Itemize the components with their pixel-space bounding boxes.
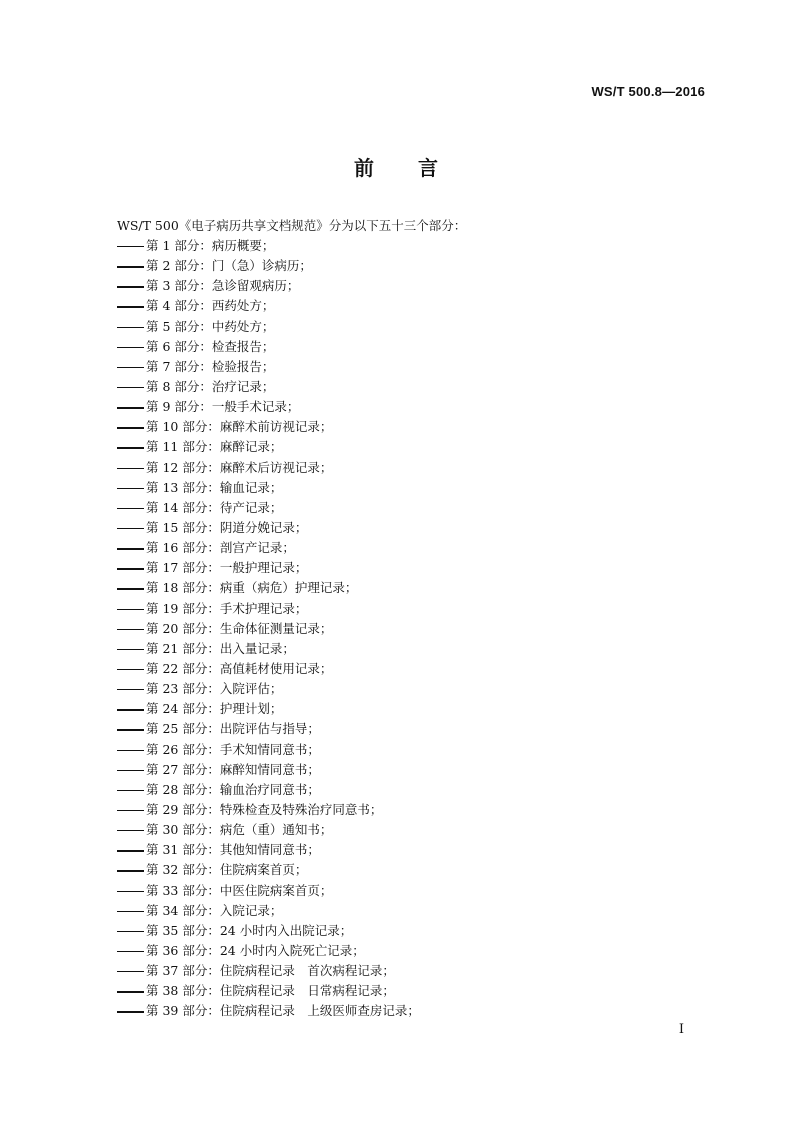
part-text: 第 39 部分：住院病程记录 上级医师查房记录； xyxy=(146,1003,420,1019)
list-item xyxy=(117,641,420,661)
part-text: 第 12 部分：麻醉术后访视记录； xyxy=(146,459,333,475)
em-dash-marker xyxy=(117,568,144,569)
list-item xyxy=(117,399,420,419)
em-dash-marker xyxy=(117,850,144,851)
part-text: 第 23 部分：入院评估； xyxy=(146,681,283,697)
list-item xyxy=(117,943,420,963)
list-item xyxy=(117,883,420,903)
em-dash-marker xyxy=(117,971,144,972)
list-item xyxy=(117,721,420,741)
part-text: 第 14 部分：待产记录； xyxy=(146,499,283,515)
list-item xyxy=(117,742,420,762)
part-text: 第 13 部分：输血记录； xyxy=(146,479,283,495)
em-dash-marker xyxy=(117,447,144,448)
em-dash-marker xyxy=(117,347,144,348)
standard-code: WS/T 500.8—2016 xyxy=(591,84,705,99)
list-item xyxy=(117,923,420,943)
list-item xyxy=(117,601,420,621)
page-title xyxy=(0,152,794,181)
part-text: 第 1 部分：病历概要； xyxy=(146,238,275,253)
list-item xyxy=(117,762,420,782)
em-dash-marker xyxy=(117,246,144,247)
part-text: 第 6 部分：检查报告； xyxy=(146,338,275,354)
part-text: 第 34 部分：入院记录； xyxy=(146,902,283,918)
em-dash-marker xyxy=(117,870,144,871)
page-number: I xyxy=(678,1022,684,1037)
em-dash-marker xyxy=(117,407,144,408)
list-item xyxy=(117,842,420,862)
part-text: 第 8 部分：治疗记录； xyxy=(146,378,275,394)
title-char-1: 前 xyxy=(354,156,376,180)
part-text: 第 37 部分：住院病程记录 首次病程记录； xyxy=(146,963,395,979)
list-item xyxy=(117,782,420,802)
list-item xyxy=(117,480,420,500)
em-dash-marker xyxy=(117,327,144,328)
list-item xyxy=(117,661,420,681)
list-item xyxy=(117,258,420,278)
list-item xyxy=(117,238,420,258)
list-item xyxy=(117,339,420,359)
em-dash-marker xyxy=(117,387,144,388)
em-dash-marker xyxy=(117,629,144,630)
list-item xyxy=(117,359,420,379)
em-dash-marker xyxy=(117,266,144,267)
em-dash-marker xyxy=(117,609,144,610)
list-item xyxy=(117,822,420,842)
em-dash-marker xyxy=(117,891,144,892)
part-text: 第 2 部分：门（急）诊病历； xyxy=(146,258,312,274)
part-text: 第 21 部分：出入量记录； xyxy=(146,640,295,656)
em-dash-marker xyxy=(117,649,144,650)
intro-paragraph: WS/T 500《电子病历共享文档规范》分为以下五十三个部分： xyxy=(117,218,467,233)
em-dash-marker xyxy=(117,306,144,307)
part-text: 第 30 部分：病危（重）通知书； xyxy=(146,822,333,838)
em-dash-marker xyxy=(117,689,144,690)
em-dash-marker xyxy=(117,669,144,670)
em-dash-marker xyxy=(117,951,144,952)
list-item xyxy=(117,278,420,298)
list-item xyxy=(117,419,420,439)
em-dash-marker xyxy=(117,286,144,287)
list-item xyxy=(117,903,420,923)
part-text: 第 9 部分：一般手术记录； xyxy=(146,399,300,415)
parts-list xyxy=(117,238,420,1023)
list-item xyxy=(117,681,420,701)
part-text: 第 31 部分：其他知情同意书； xyxy=(146,842,320,858)
part-text: 第 28 部分：输血治疗同意书； xyxy=(146,781,320,797)
part-text: 第 15 部分：阴道分娩记录； xyxy=(146,519,308,535)
list-item xyxy=(117,500,420,520)
list-item xyxy=(117,540,420,560)
em-dash-marker xyxy=(117,911,144,912)
part-text: 第 38 部分：住院病程记录 日常病程记录； xyxy=(146,983,395,999)
em-dash-marker xyxy=(117,790,144,791)
part-text: 第 4 部分：西药处方； xyxy=(146,298,275,314)
part-text: 第 20 部分：生命体征测量记录； xyxy=(146,620,333,636)
em-dash-marker xyxy=(117,750,144,751)
part-text: 第 17 部分：一般护理记录； xyxy=(146,560,308,576)
em-dash-marker xyxy=(117,709,144,710)
em-dash-marker xyxy=(117,488,144,489)
em-dash-marker xyxy=(117,1011,144,1012)
em-dash-marker xyxy=(117,588,144,589)
list-item xyxy=(117,621,420,641)
em-dash-marker xyxy=(117,991,144,992)
em-dash-marker xyxy=(117,468,144,469)
list-item xyxy=(117,520,420,540)
list-item xyxy=(117,319,420,339)
list-item xyxy=(117,1003,420,1023)
part-text: 第 18 部分：病重（病危）护理记录； xyxy=(146,580,358,596)
em-dash-marker xyxy=(117,528,144,529)
part-text: 第 33 部分：中医住院病案首页； xyxy=(146,882,333,898)
list-item xyxy=(117,963,420,983)
list-item xyxy=(117,862,420,882)
list-item xyxy=(117,983,420,1003)
em-dash-marker xyxy=(117,810,144,811)
part-text: 第 35 部分：24 小时内入出院记录； xyxy=(146,922,353,938)
part-text: 第 26 部分：手术知情同意书； xyxy=(146,741,320,757)
part-text: 第 10 部分：麻醉术前访视记录； xyxy=(146,419,333,435)
em-dash-marker xyxy=(117,931,144,932)
em-dash-marker xyxy=(117,548,144,549)
list-item xyxy=(117,298,420,318)
list-item xyxy=(117,560,420,580)
title-char-2: 言 xyxy=(418,156,440,180)
part-text: 第 5 部分：中药处方； xyxy=(146,318,275,334)
em-dash-marker xyxy=(117,367,144,368)
list-item xyxy=(117,701,420,721)
em-dash-marker xyxy=(117,830,144,831)
part-text: 第 32 部分：住院病案首页； xyxy=(146,862,308,878)
part-text: 第 22 部分：高值耗材使用记录； xyxy=(146,660,333,676)
part-text: 第 29 部分：特殊检查及特殊治疗同意书； xyxy=(146,801,383,817)
part-text: 第 25 部分：出院评估与指导； xyxy=(146,721,320,737)
list-item xyxy=(117,379,420,399)
part-text: 第 16 部分：剖宫产记录； xyxy=(146,540,295,556)
em-dash-marker xyxy=(117,508,144,509)
em-dash-marker xyxy=(117,427,144,428)
part-text: 第 3 部分：急诊留观病历； xyxy=(146,278,300,294)
list-item xyxy=(117,439,420,459)
list-item xyxy=(117,802,420,822)
part-text: 第 11 部分：麻醉记录； xyxy=(146,439,283,455)
em-dash-marker xyxy=(117,770,144,771)
part-text: 第 24 部分：护理计划； xyxy=(146,701,283,717)
part-text: 第 19 部分：手术护理记录； xyxy=(146,600,308,616)
em-dash-marker xyxy=(117,729,144,730)
list-item xyxy=(117,460,420,480)
part-text: 第 27 部分：麻醉知情同意书； xyxy=(146,761,320,777)
part-text: 第 7 部分：检验报告； xyxy=(146,358,275,374)
list-item xyxy=(117,580,420,600)
part-text: 第 36 部分：24 小时内入院死亡记录； xyxy=(146,942,365,958)
